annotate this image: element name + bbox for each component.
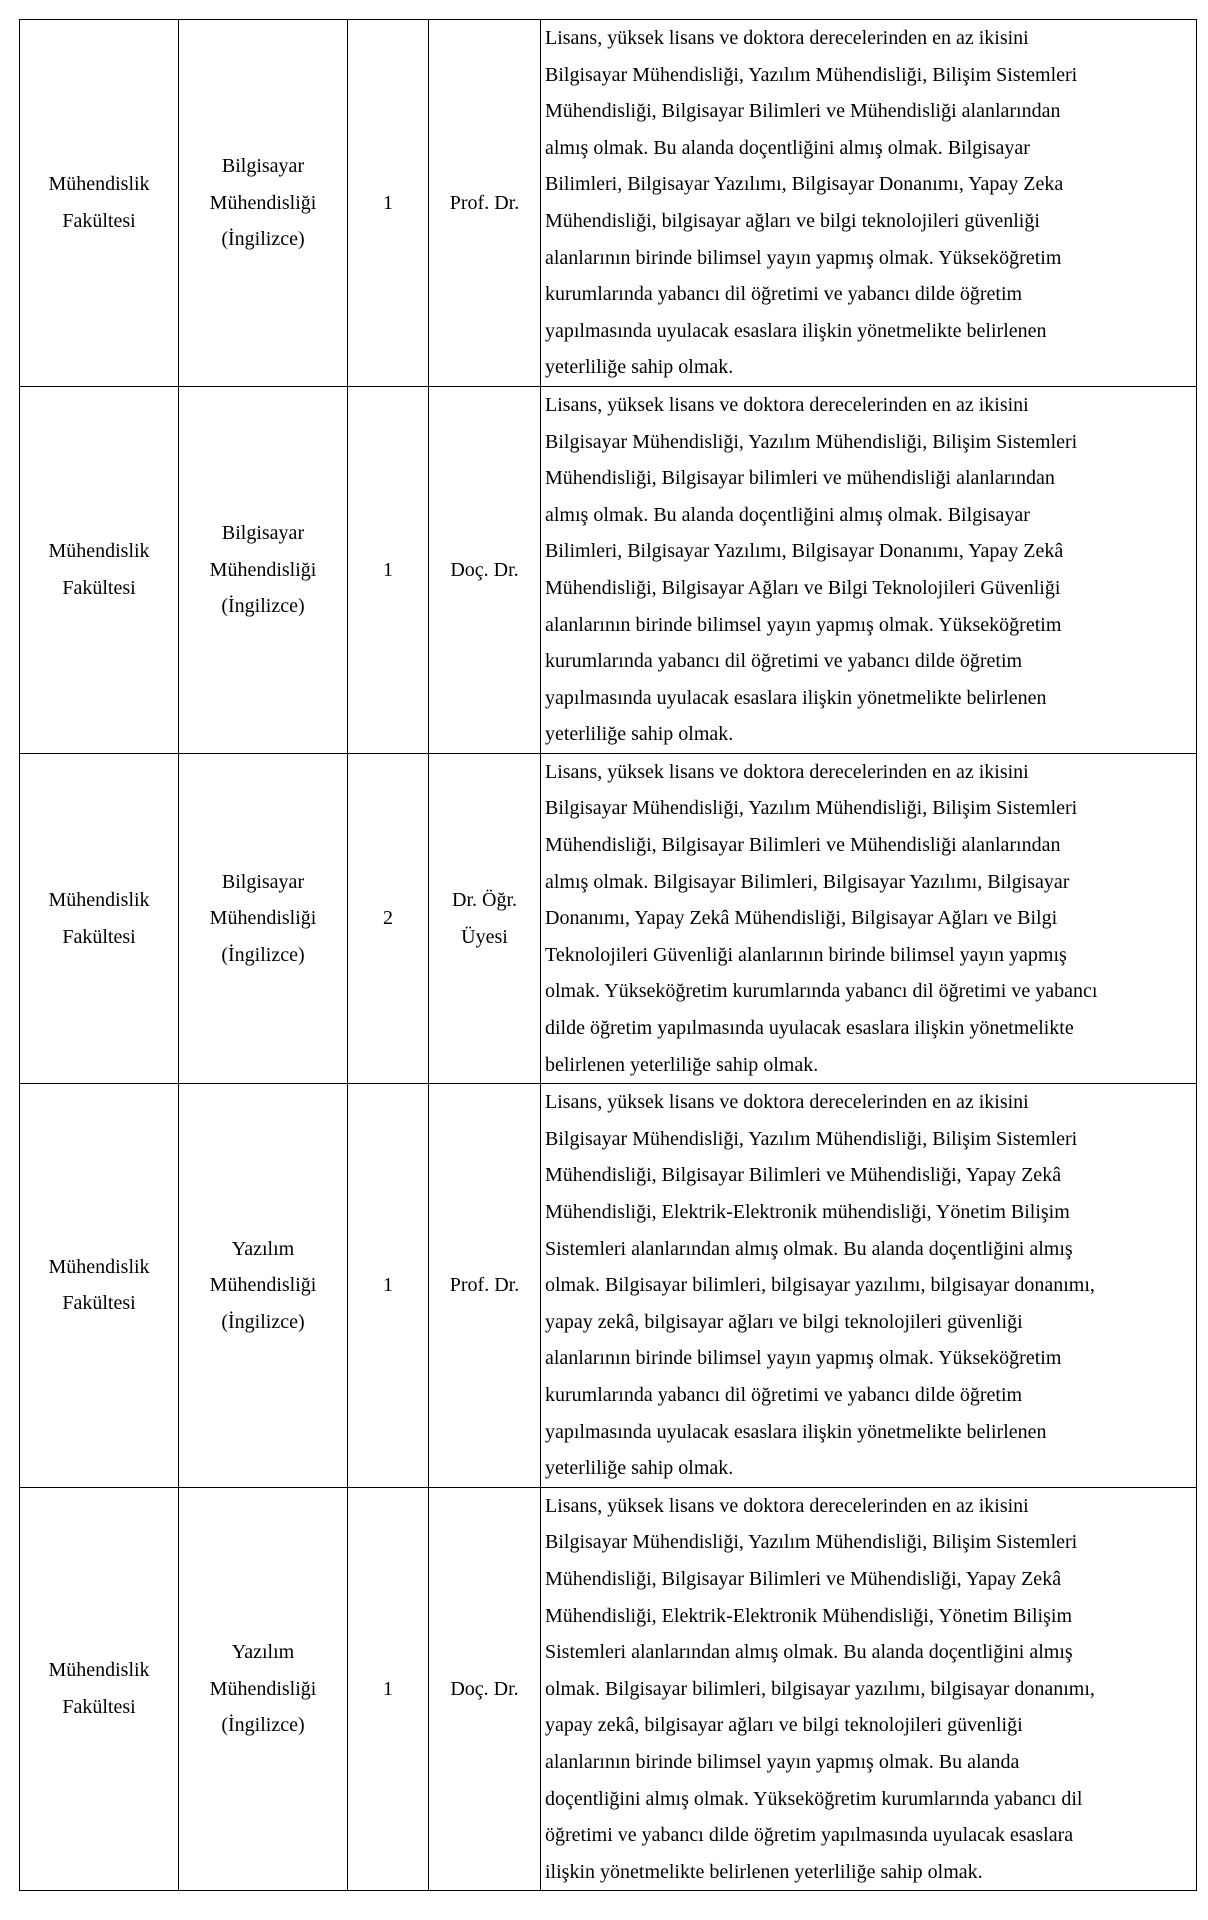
department-line: (İngilizce) — [221, 595, 305, 618]
faculty-line: Mühendislik — [48, 888, 150, 911]
department-line: (İngilizce) — [221, 228, 305, 251]
description-line: kurumlarında yabancı dil öğretimi ve yabancı dilde öğretim — [545, 283, 1023, 306]
description-line: Mühendisliği, Bilgisayar Bilimleri ve Mühendisliği, Yapay Zekâ — [545, 1164, 1062, 1187]
table-row — [20, 753, 1197, 1083]
description-line: Lisans, yüksek lisans ve doktora derecelerinden en az ikisini — [545, 27, 1029, 49]
count-cell — [348, 386, 429, 753]
faculty-cell — [20, 1487, 179, 1891]
faculty-line: Fakültesi — [62, 925, 136, 948]
description-line: alanlarının birinde bilimsel yayın yapmış olmak. Yükseköğretim — [545, 1347, 1062, 1370]
description-line: Mühendisliği, bilgisayar ağları ve bilgi teknolojileri güvenliği — [545, 209, 1040, 232]
faculty-line: Mühendislik — [48, 1659, 150, 1682]
description-cell — [541, 753, 1197, 1083]
title-cell — [429, 20, 541, 387]
department-line: (İngilizce) — [221, 1310, 305, 1333]
faculty-cell — [20, 386, 179, 753]
description-line: almış olmak. Bilgisayar Bilimleri, Bilgisayar Yazılımı, Bilgisayar — [545, 870, 1070, 893]
description-line: Bilgisayar Mühendisliği, Yazılım Mühendisliği, Bilişim Sistemleri — [545, 797, 1078, 820]
description-line: doçentliğini almış olmak. Yükseköğretim kurumlarında yabancı dil — [545, 1787, 1083, 1810]
description-line: Teknolojileri Güvenliği alanlarının birinde bilimsel yayın yapmış — [545, 943, 1067, 966]
department-line: Mühendisliği — [209, 191, 317, 214]
table-row — [20, 1084, 1197, 1488]
faculty-line: Fakültesi — [62, 1696, 136, 1719]
faculty-line: Fakültesi — [62, 209, 136, 232]
department-line: Mühendisliği — [209, 558, 317, 581]
department-cell — [179, 20, 348, 387]
department-line: Bilgisayar — [221, 155, 305, 178]
title-line: Dr. Öğr. — [452, 888, 517, 911]
description-line: alanlarının birinde bilimsel yayın yapmış olmak. Yükseköğretim — [545, 246, 1062, 269]
department-cell — [179, 1084, 348, 1488]
description-line: olmak. Bilgisayar bilimleri, bilgisayar yazılımı, bilgisayar donanımı, — [545, 1677, 1095, 1700]
department-line: Bilgisayar — [221, 870, 305, 893]
description-line: Sistemleri alanlarından almış olmak. Bu alanda doçentliğini almış — [545, 1237, 1073, 1260]
description-line: Donanımı, Yapay Zekâ Mühendisliği, Bilgisayar Ağları ve Bilgi — [545, 907, 1058, 930]
description-line: kurumlarında yabancı dil öğretimi ve yabancı dilde öğretim — [545, 650, 1023, 673]
count-cell — [348, 753, 429, 1083]
count-value: 2 — [383, 907, 393, 930]
positions-table-body — [20, 20, 1197, 1891]
faculty-line: Mühendislik — [48, 1255, 150, 1278]
department-line: Mühendisliği — [209, 907, 317, 930]
description-line: yapay zekâ, bilgisayar ağları ve bilgi teknolojileri güvenliği — [545, 1310, 1023, 1333]
count-value: 1 — [383, 1677, 393, 1700]
count-cell — [348, 1084, 429, 1488]
title-line: Üyesi — [461, 925, 508, 948]
description-line: ilişkin yönetmelikte belirlenen yeterliliğe sahip olmak. — [545, 1860, 983, 1883]
description-line: Mühendisliği, Elektrik-Elektronik Mühendisliği, Yönetim Bilişim — [545, 1604, 1073, 1627]
description-line: Mühendisliği, Bilgisayar Bilimleri ve Mühendisliği, Yapay Zekâ — [545, 1567, 1062, 1590]
department-cell — [179, 1487, 348, 1891]
faculty-line: Fakültesi — [62, 1292, 136, 1315]
faculty-cell — [20, 1084, 179, 1488]
title-line: Prof. Dr. — [449, 191, 520, 214]
description-line: Bilgisayar Mühendisliği, Yazılım Mühendisliği, Bilişim Sistemleri — [545, 1531, 1078, 1554]
faculty-cell — [20, 753, 179, 1083]
description-line: Bilimleri, Bilgisayar Yazılımı, Bilgisayar Donanımı, Yapay Zeka — [545, 173, 1064, 196]
description-line: Lisans, yüksek lisans ve doktora derecelerinden en az ikisini — [545, 393, 1029, 416]
department-line: Mühendisliği — [209, 1677, 317, 1700]
description-line: alanlarının birinde bilimsel yayın yapmış olmak. Bu alanda — [545, 1750, 1020, 1773]
description-line: Mühendisliği, Bilgisayar Bilimleri ve Mühendisliği alanlarından — [545, 834, 1061, 857]
description-line: öğretimi ve yabancı dilde öğretim yapılmasında uyulacak esaslara — [545, 1824, 1074, 1847]
count-value: 1 — [383, 1274, 393, 1297]
description-line: Bilgisayar Mühendisliği, Yazılım Mühendisliği, Bilişim Sistemleri — [545, 430, 1078, 453]
description-line: Sistemleri alanlarından almış olmak. Bu alanda doçentliğini almış — [545, 1641, 1073, 1664]
department-line: Bilgisayar — [221, 522, 305, 545]
department-cell — [179, 753, 348, 1083]
description-cell — [541, 20, 1197, 387]
department-cell — [179, 386, 348, 753]
description-line: kurumlarında yabancı dil öğretimi ve yabancı dilde öğretim — [545, 1383, 1023, 1406]
description-line: yapay zekâ, bilgisayar ağları ve bilgi teknolojileri güvenliği — [545, 1714, 1023, 1737]
description-line: alanlarının birinde bilimsel yayın yapmış olmak. Yükseköğretim — [545, 613, 1062, 636]
faculty-cell — [20, 20, 179, 387]
description-line: yeterliliğe sahip olmak. — [545, 1457, 734, 1480]
title-cell — [429, 386, 541, 753]
count-value: 1 — [383, 558, 393, 581]
description-line: yapılmasında uyulacak esaslara ilişkin yönetmelikte belirlenen — [545, 319, 1047, 342]
table-row — [20, 1487, 1197, 1891]
count-cell — [348, 20, 429, 387]
faculty-line: Mühendislik — [48, 173, 150, 196]
department-line: Yazılım — [231, 1641, 295, 1664]
department-line: (İngilizce) — [221, 943, 305, 966]
description-line: yapılmasında uyulacak esaslara ilişkin yönetmelikte belirlenen — [545, 686, 1047, 709]
count-cell — [348, 1487, 429, 1891]
description-line: Lisans, yüksek lisans ve doktora derecelerinden en az ikisini — [545, 760, 1029, 783]
department-line: Yazılım — [231, 1237, 295, 1260]
description-cell — [541, 1084, 1197, 1488]
description-line: dilde öğretim yapılmasında uyulacak esaslara ilişkin yönetmelikte — [545, 1017, 1074, 1040]
description-line: Mühendisliği, Bilgisayar Ağları ve Bilgi Teknolojileri Güvenliği — [545, 576, 1061, 599]
table-row — [20, 20, 1197, 387]
count-value: 1 — [383, 191, 393, 214]
description-line: almış olmak. Bu alanda doçentliğini almış olmak. Bilgisayar — [545, 136, 1030, 159]
description-line: yeterliliğe sahip olmak. — [545, 356, 734, 379]
title-cell — [429, 753, 541, 1083]
title-cell — [429, 1487, 541, 1891]
positions-table — [19, 19, 1197, 1891]
title-cell — [429, 1084, 541, 1488]
description-line: Bilimleri, Bilgisayar Yazılımı, Bilgisayar Donanımı, Yapay Zekâ — [545, 540, 1064, 563]
description-cell — [541, 386, 1197, 753]
title-line: Doç. Dr. — [450, 1677, 519, 1700]
description-line: Bilgisayar Mühendisliği, Yazılım Mühendisliği, Bilişim Sistemleri — [545, 1127, 1078, 1150]
title-line: Prof. Dr. — [449, 1274, 520, 1297]
faculty-line: Fakültesi — [62, 576, 136, 599]
department-line: (İngilizce) — [221, 1714, 305, 1737]
description-line: yeterliliğe sahip olmak. — [545, 723, 734, 746]
description-line: Mühendisliği, Elektrik-Elektronik mühendisliği, Yönetim Bilişim — [545, 1201, 1070, 1223]
faculty-line: Mühendislik — [48, 540, 150, 563]
description-line: olmak. Yükseköğretim kurumlarında yabancı dil öğretimi ve yabancı — [545, 980, 1098, 1003]
title-line: Doç. Dr. — [450, 558, 519, 581]
description-line: olmak. Bilgisayar bilimleri, bilgisayar yazılımı, bilgisayar donanımı, — [545, 1274, 1095, 1297]
description-line: yapılmasında uyulacak esaslara ilişkin yönetmelikte belirlenen — [545, 1420, 1047, 1443]
description-line: almış olmak. Bu alanda doçentliğini almış olmak. Bilgisayar — [545, 503, 1030, 526]
table-row — [20, 386, 1197, 753]
department-line: Mühendisliği — [209, 1274, 317, 1297]
description-line: Lisans, yüksek lisans ve doktora derecelerinden en az ikisini — [545, 1091, 1029, 1114]
description-line: Bilgisayar Mühendisliği, Yazılım Mühendisliği, Bilişim Sistemleri — [545, 63, 1078, 86]
description-line: belirlenen yeterliliğe sahip olmak. — [545, 1053, 819, 1076]
description-line: Mühendisliği, Bilgisayar Bilimleri ve Mühendisliği alanlarından — [545, 100, 1061, 123]
description-line: Mühendisliği, Bilgisayar bilimleri ve mühendisliği alanlarından — [545, 467, 1055, 490]
description-cell — [541, 1487, 1197, 1891]
description-line: Lisans, yüksek lisans ve doktora derecelerinden en az ikisini — [545, 1494, 1029, 1517]
